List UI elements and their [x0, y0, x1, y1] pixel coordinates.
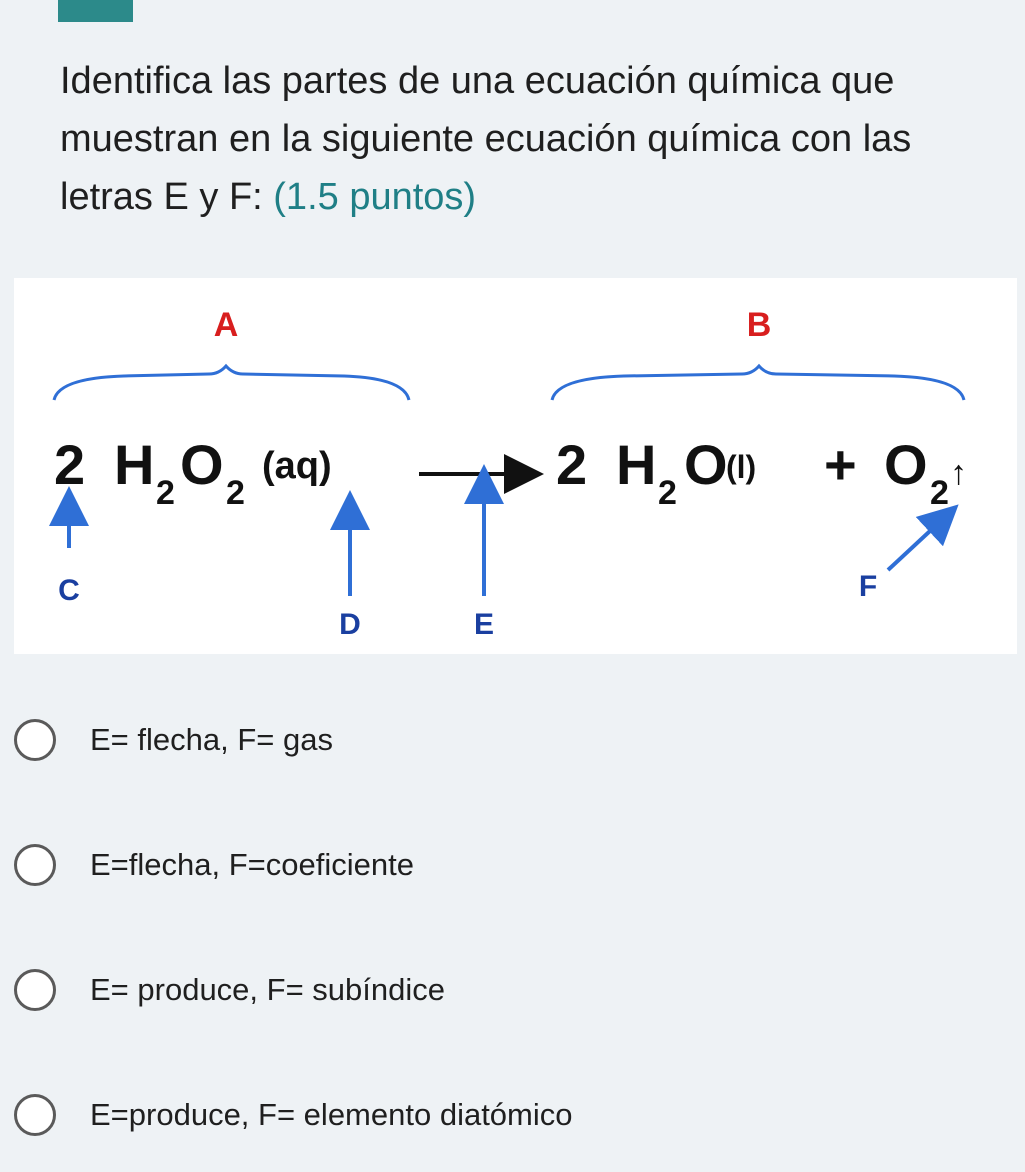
product2-subscript: 2 [930, 474, 949, 512]
question-points: (1.5 puntos) [273, 176, 477, 218]
label-a: A [213, 306, 239, 344]
reactant-coefficient: 2 [54, 433, 86, 496]
option-2[interactable] [14, 835, 914, 895]
equation-diagram [14, 278, 1017, 654]
option-1[interactable] [14, 710, 914, 770]
reactant-h-subscript: 2 [156, 474, 175, 512]
question-text [60, 52, 1000, 226]
radio-button[interactable] [14, 844, 56, 886]
label-e: E [473, 608, 495, 641]
equation-figure [14, 278, 1017, 654]
reactant-o: O [180, 433, 224, 496]
product1-coefficient: 2 [556, 433, 588, 496]
label-b: B [746, 306, 772, 344]
option-label: E= flecha, F= gas [90, 722, 333, 757]
reactant-state: (aq) [262, 445, 332, 487]
gas-arrow-symbol: ↑ [950, 454, 967, 492]
option-label: E=produce, F= elemento diatómico [90, 1097, 573, 1132]
label-c: C [58, 574, 80, 607]
brace-a [54, 366, 409, 400]
label-d: D [339, 608, 361, 641]
option-4[interactable] [14, 1085, 914, 1145]
pointer-f-arrow [888, 518, 944, 570]
radio-button[interactable] [14, 1094, 56, 1136]
reactant-h: H [114, 433, 155, 496]
option-label: E= produce, F= subíndice [90, 972, 446, 1007]
brace-b [552, 366, 964, 400]
product1-h-subscript: 2 [658, 474, 677, 512]
option-3[interactable] [14, 960, 914, 1020]
product1-o: O [684, 433, 728, 496]
radio-button[interactable] [14, 969, 56, 1011]
plus-sign: + [824, 433, 857, 496]
product1-h: H [616, 433, 657, 496]
label-f: F [858, 570, 878, 603]
option-label: E=flecha, F=coeficiente [90, 847, 414, 882]
product1-state: (l) [726, 449, 757, 485]
radio-button[interactable] [14, 719, 56, 761]
reactant-o-subscript: 2 [226, 474, 245, 512]
product2-o: O [884, 433, 928, 496]
question-body: Identifica las partes de una ecuación química que muestran en la siguiente ecuación química con las letras E y F: [60, 60, 912, 218]
top-tab-marker [58, 0, 133, 22]
